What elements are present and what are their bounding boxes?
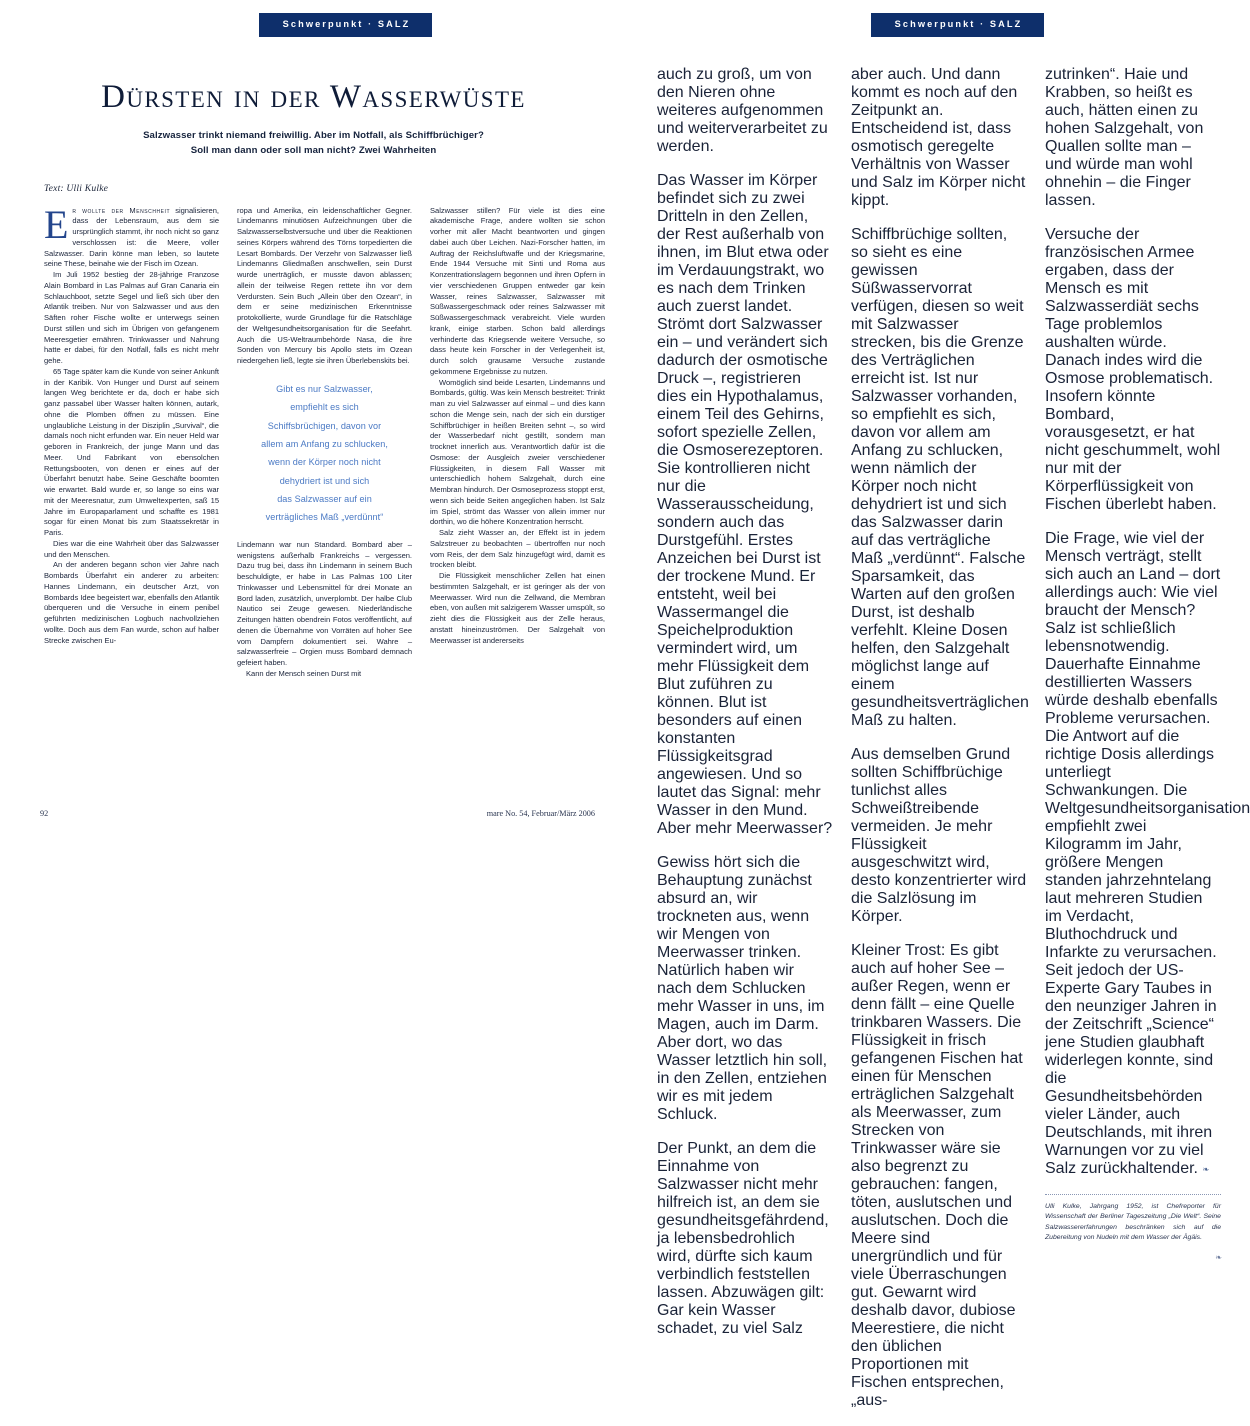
right-page-columns <box>655 50 1250 1426</box>
paragraph: Salzwasser stillen? Für viele ist dies eine akademische Frage, andere wollten sie schon vorher mit aller Macht beantworten und gingen dabei auch über Leichen. Nazi-Forscher hatten, im Auftrag der Reichsluftwaffe und der Kriegsmarine, Ende 1944 Versuche mit Sinti und Roma aus Konzentrationslagern begonnen und ihren Opfern in vier verschiedenen Gruppen entweder gar kein Wasser, reines Salzwasser, Salzwasser mit Süßwassergeschmack oder reines Salzwasser mit Süßwassergeschmack verabreicht. Viele wurden krank, einige starben. Schon bald allerdings verhinderte das Kriegsende weitere Versuche, so dass heute kein Forscher in der Verlegenheit ist, durch solch grausame Versuche zustande gekommene Ergebnisse zu nutzen. <box>430 205 605 376</box>
pull-quote <box>237 380 412 527</box>
article-deck <box>99 128 529 159</box>
pull-quote-line: das Salzwasser auf ein <box>277 494 372 505</box>
paragraph: Schiffbrüchige sollten, so sieht es eine gewissen Süßwasservorrat verfügen, diesen so weit mit Salzwasser strecken, bis die Grenze des Verträglichen erreicht ist. Ist nur Salzwasser vorhanden, so empfiehlt es sich, davon vor allem am Anfang zu schlucken, wenn nämlich der Körper noch nicht dehydriert ist und sich das Salzwasser darin auf das verträgliche Maß „verdünnt“. Falsche Sparsamkeit, das Warten auf den großen Durst, ist deshalb verfehlt. Kleine Dosen helfen, den Salzgehalt möglichst lange auf einem gesundheitsverträglichen Maß zu halten. <box>851 226 1029 729</box>
left-running-head-row <box>30 0 595 50</box>
paragraph: 65 Tage später kam die Kunde von seiner Ankunft in der Karibik. Von Hunger und Durst auf seinem langen Weg berichtete er da, doch er habe sich ganz passabel über Wasser halten können, autark, ohne die Plomben öffnen zu müssen. Eine unglaubliche Leistung in der Disziplin „Survival“, die damals noch nicht erfunden war. Ein neuer Held war geboren in Frankreich, der junge Mann und das Meer. Und Fabrikant von ebensolchen Rettungsbooten, von denen er eines auf der Überfahrt benutzt habe. Seine Geschäfte boomten wie erwartet. Bald wurde er, so lange so eins war mit der Meeresnatur, zum Umweltexperten, saß 15 Jahre im Europaparlament und schaffte es 1981 sogar für einen Monat bis zum Staatssekretär in Paris. <box>44 366 219 538</box>
right-column-1 <box>657 50 833 1426</box>
pull-quote-line: empfiehlt es sich <box>290 402 359 413</box>
left-page <box>0 0 625 833</box>
lead-rest: signalisieren, dass der Lebensraum, aus dem sie ursprünglich stammt, ihr noch nicht so ganz verschlossen ist: die Meere, voller Salzwasser. Darin könne man leben, so lautete seine These, beinahe wie der Fisch im Ozean. <box>44 205 219 269</box>
paragraph: Dies war die eine Wahrheit über das Salzwasser und den Menschen. <box>44 538 219 559</box>
paragraph: Die Flüssigkeit menschlicher Zellen hat einen bestimmten Salzgehalt, er ist geringer als der von Meerwasser. Wird nun die Zellwand, die Membran eben, von außen mit salzigerem Wasser umspült, so zieht dies die Flüssigkeit aus der Zelle heraus, anstatt hineinzuströmen. Der Salzgehalt von Meerwasser ist andererseits <box>430 571 605 645</box>
pull-quote-line: verträgliches Maß „verdünnt“ <box>265 512 384 523</box>
page-number: 92 <box>40 809 49 818</box>
paragraph: aber auch. Und dann kommt es noch auf den Zeitpunkt an. Entscheidend ist, dass osmotisch geregelte Verhältnis von Wasser und Salz im Körper nicht kippt. <box>851 66 1026 209</box>
paragraph: Kleiner Trost: Es gibt auch auf hoher See – außer Regen, wenn er denn fällt – eine Quelle trinkbaren Wassers. Die Flüssigkeit in frisch gefangenen Fischen hat einen für Menschen erträglichen Salzgehalt als Meerwasser, zum Strecken von Trinkwasser wäre sie also begrenzt zu gebrauchen: fangen, töten, auslutschen und auslutschen. Doch die Meere sind unergründlich und für viele Überraschungen gut. Gewarnt wird deshalb davor, dubiose Meerestiere, die nicht den üblichen Proportionen mit Fischen entsprechen, „aus- <box>851 942 1023 1409</box>
drop-cap-letter: E <box>44 201 69 247</box>
paragraph: Der Punkt, an dem die Einnahme von Salzwasser nicht mehr hilfreich ist, an dem sie gesundheitsgefährdend, ja lebensbedrohlich wird, dürfte sich kaum verbindlich feststellen lassen. Abzuwägen gilt: Gar kein Wasser schadet, zu viel Salz <box>657 1140 829 1337</box>
paragraph: Salz zieht Wasser an, der Effekt ist in jedem Salzstreuer zu beobachten – übertroffen nur noch vom Reis, der dem Salz hinzugefügt wird, damit es trocken bleibt. <box>430 528 605 570</box>
pull-quote-line: dehydriert ist und sich <box>279 475 370 486</box>
paragraph: Womöglich sind beide Lesarten, Lindemanns und Bombards, gültig. Was kein Mensch bestreitet: Trinkt man zu viel Salzwasser auf einmal – und dies kann schon die Menge sein, nach der sich ein durstiger Schiffbrüchiger in heißen Breiten sehnt –, so wird der Wasserbedarf nicht gestillt, sondern man trocknet innerlich aus. Verantwortlich dafür ist die Osmose: der Ausgleich zweier verschiedener Flüssigkeiten, in diesem Fall Wasser mit unterschiedlich hohem Salzgehalt, durch eine Membran hindurch. Der Osmoseprozess stoppt erst, wenn sich beide Seiten angeglichen haben. Ist Salz im Spiel, strömt das Wasser von allein immer nur dorthin, wo die höhere Konzentration herrscht. <box>430 377 605 527</box>
left-column-2 <box>237 206 412 680</box>
paragraph: Versuche der französischen Armee ergaben, dass der Mensch es mit Salzwasserdiät sechs Tage problemlos aushalten würde. Danach indes wird die Osmose problematisch. Insofern könnte Bombard, vorausgesetzt, er hat nicht geschummelt, wohl nur mit der Körperflüssigkeit von Fischen überlebt haben. <box>1045 226 1221 513</box>
paragraph: Kann der Mensch seinen Durst mit <box>246 668 362 678</box>
paragraph: zutrinken“. Haie und Krabben, so heißt es auch, hätten einen zu hohen Salzgehalt, von Quallen sollte man – und würde man wohl ohnehin – die Finger lassen. <box>1045 66 1204 209</box>
bio-end-mark-icon: ❧ <box>1215 1252 1221 1262</box>
paragraph: auch zu groß, um von den Nieren ohne weiteres aufgenommen und weiterverarbeitet zu werden. <box>657 66 828 155</box>
right-column-2 <box>851 50 1027 1426</box>
end-mark-icon: ❧ <box>1202 1165 1209 1174</box>
pull-quote-line: wenn der Körper noch nicht <box>268 457 381 468</box>
lead-paragraph <box>44 201 219 271</box>
pull-quote-line: Schiffsbrüchigen, davon vor <box>267 420 382 431</box>
pull-quote-line: Gibt es nur Salzwasser, <box>276 383 373 394</box>
right-page <box>625 0 1250 1409</box>
left-column-3 <box>430 206 605 680</box>
bio-divider <box>1045 1194 1221 1195</box>
paragraph: Gewiss hört sich die Behauptung zunächst absurd an, wir trockneten aus, wenn wir Mengen von Meerwasser trinken. Natürlich haben wir nach dem Schlucken mehr Wasser in uns, im Magen, auch im Darm. Aber dort, wo das Wasser letztlich hin soll, in den Zellen, entziehen wir es mit jedem Schluck. <box>657 854 828 1123</box>
paragraph: An der anderen begann schon vier Jahre nach Bombards Überfahrt ein anderer zu arbeiten: Hannes Lindemann, ein deutscher Arzt, von Bombards Idee begeistert war, ebenfalls den Atlantik überqueren und die Versuche in einem penibel geführten medizinischen Logbuch nachvollziehen wollte. Doch aus dem Fan wurde, schon auf halber Strecke zwischen Eu- <box>44 560 219 645</box>
paragraph: ropa und Amerika, ein leidenschaftlicher Gegner. Lindemanns minutiösen Aufzeichnungen über die Salzwasserselbstversuche und über die Reaktionen seines Körpers während des Törns torpedierten die Lesart Bombards. Der Verzehr von Salzwasser ließ Lindemanns Gliedmaßen anschwellen, sein Durst wurde unerträglich, er musste davon ablassen; allein der teilweise Regen rettete ihn vor dem Verdursten. Sein Buch „Allein über den Ozean“, in dem er seine medizinischen Erkenntnisse protokollierte, wurde Grundlage für die Ratschläge der Weltgesundheitsorganisation für die Seefahrt. Auch die US-Weltraumbehörde Nasa, die ihre Sonden von Mercury bis Apollo stets im Ozean niedergehen ließ, legte sie ihren Überlebenskits bei. <box>237 205 412 366</box>
issue-imprint: mare No. 54, Februar/März 2006 <box>486 809 595 818</box>
lead-smallcaps: r wollte der Menschheit <box>72 205 171 215</box>
byline: Text: Ulli Kulke <box>44 182 109 194</box>
paragraph: Aus demselben Grund sollten Schiffbrüchige tunlichst alles Schweißtreibende vermeiden. Je mehr Flüssigkeit ausgeschwitzt wird, desto konzentrierter wird die Salzlösung im Körper. <box>851 746 1027 925</box>
paragraph-text: Die Frage, wie viel der Mensch verträgt, stellt sich auch an Land – dort allerdings auch: Wie viel braucht der Mensch? Salz ist schließlich lebensnotwendig. Dauerhafte Einnahme destillierten Wassers würde deshalb ebenfalls Probleme verursachen. Die Antwort auf die richtige Dosis allerdings unterliegt Schwankungen. Die Weltgesundheitsorganisation empfiehlt zwei Kilogramm im Jahr, größere Mengen standen jahrzehntelang laut mehreren Studien im Verdacht, Bluthochdruck und Infarkte zu verursachen. Seit jedoch der US-Experte Gary Taubes in den neunziger Jahren in der Zeitschrift „Science“ jene Studien glaubhaft widerlegen konnte, sind die Gesundheitsbehörden vieler Länder, auch Deutschlands, mit ihren Warnungen vor zu viel Salz zurückhaltender. <box>1045 530 1250 1177</box>
paragraph: Im Juli 1952 bestieg der 28-jährige Franzose Alain Bombard in Las Palmas auf Gran Canaria ein Schlauchboot, setzte Segel und ließ sich über den Atlantik treiben. Nur von Salzwasser und aus den Säften roher Fische wollte er unterwegs seinen Durst stillen und sich im Übrigen von gefangenem Meeresgetier ernähren. Trinkwasser und Nahrung hatte er dabei, für den Notfall, falls es nicht mehr gehe. <box>44 270 219 366</box>
paragraph: Lindemann war nun Standard. Bombard aber – wenigstens außerhalb Frankreichs – vergessen. Dazu trug bei, dass ihn Lindemann in seinem Buch beschuldigte, er habe in Las Palmas 100 Liter Trinkwasser und Lebensmittel für drei Monate an Bord laden, zusätzlich, unverplombt. Der halbe Club Nautico sei Zeuge gewesen. Niederländische Zeitungen hätten obendrein Fotos veröffentlicht, auf denen die Übernahme von Vorräten auf hoher See vom Dampfern dokumentiert sei. Wahre – salzwasserfreie – Orgien muss Bombard demnach gefeiert haben. <box>237 539 412 668</box>
paragraph <box>1045 530 1250 1178</box>
left-page-columns <box>30 201 605 680</box>
running-head-banner-left: Schwerpunkt · SALZ <box>259 13 433 36</box>
page-title: Dürsten in der Wasserwüste <box>101 79 526 115</box>
deck-line-2: Soll man dann oder soll man nicht? Zwei Wahrheiten <box>190 145 437 157</box>
pull-quote-line: allem am Anfang zu schlucken, <box>261 439 388 450</box>
paragraph: Das Wasser im Körper befindet sich zu zwei Dritteln in den Zellen, der Rest außerhalb von ihnen, im Blut etwa oder im Verdauungstrakt, wo es nach dem Trinken auch zuerst landet. Strömt dort Salzwasser ein – und verändert sich dadurch der osmotische Druck –, registrieren dies ein Hypothalamus, einem Teil des Gehirns, sofort spezielle Zellen, die Osmoserezeptoren. Sie kontrollieren nicht nur die Wasserausscheidung, sondern auch das Durstgefühl. Erstes Anzeichen bei Durst ist der trockene Mund. Er entsteht, weil bei Wassermangel die Speichelproduktion vermindert wird, um mehr Flüssigkeit dem Blut zuführen zu können. Blut ist besonders auf einen konstanten Flüssigkeitsgrad angewiesen. Und so lautet das Signal: mehr Wasser in den Mund. Aber mehr Meerwasser? <box>657 172 833 837</box>
headline-block <box>30 50 595 159</box>
left-column-1 <box>44 201 219 680</box>
running-head-banner-right: Schwerpunkt · SALZ <box>871 13 1045 36</box>
deck-line-1: Salzwasser trinkt niemand freiwillig. Aber im Notfall, als Schiffbrüchiger? <box>143 129 484 141</box>
author-bio: Ulli Kulke, Jahrgang 1952, ist Chefreporter für Wissenschaft der Berliner Tageszeitung „Die Welt“. Seine Salzwassererfahrungen beschränken sich auf die Zubereitung von Nudeln mit dem Wasser der Ägäis. <box>1045 1203 1221 1242</box>
right-column-3 <box>1045 50 1250 1426</box>
right-running-head-row <box>655 0 1220 50</box>
